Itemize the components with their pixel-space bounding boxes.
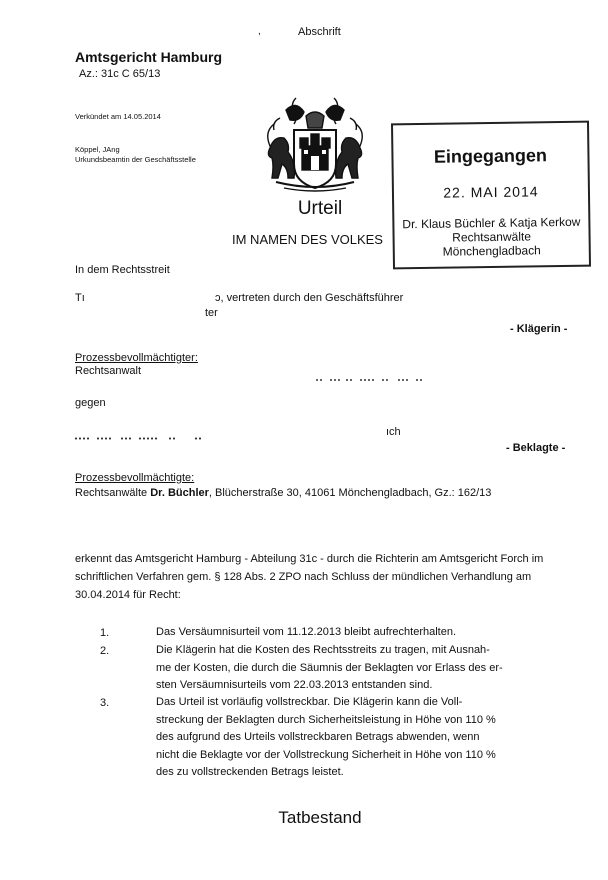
plaintiff-representation: ɔ, vertreten durch den Geschäftsführer	[215, 292, 404, 304]
copy-label: Abschrift	[298, 26, 341, 38]
ruling-intro-line-1: erkennt das Amtsgericht Hamburg - Abteilung 31c - durch die Richterin am Amtsgericht Forch im	[75, 553, 544, 565]
ruling-item-1	[156, 624, 536, 642]
ruling-item-3	[156, 694, 536, 782]
defendant-fragment: ıch	[386, 426, 401, 438]
ruling-item-line: Das Urteil ist vorläufig vollstreckbar. Die Klägerin kann die Voll-	[156, 696, 463, 708]
clerk-role: Urkundsbeamtin der Geschäftsstelle	[75, 155, 196, 164]
verdict-subtitle: IM NAMEN DES VOLKES	[232, 232, 383, 247]
speck-mark: ,	[258, 26, 261, 37]
ruling-item-line: Das Versäumnisurteil vom 11.12.2013 bleibt aufrechterhalten.	[156, 626, 457, 638]
case-intro: In dem Rechtsstreit	[75, 264, 170, 276]
stamp-firm-name: Dr. Klaus Büchler & Katja Kerkow	[402, 214, 581, 232]
ruling-item-2-number: 2.	[100, 645, 110, 657]
defendant-counsel-address: , Blücherstraße 30, 41061 Mönchengladbach, Gz.: 162/13	[208, 487, 492, 499]
defendant-role: - Beklagte -	[506, 442, 566, 454]
ruling-intro	[75, 550, 575, 604]
ruling-item-line: nicht die Beklagte vor der Vollstreckung Sicherheit in Höhe von 110 %	[156, 748, 496, 761]
stamp-date: 22. MAI 2014	[443, 183, 539, 201]
court-name: Amtsgericht Hamburg	[75, 49, 223, 65]
ruling-item-line: streckung der Beklagten durch Sicherheitsleistung in Höhe von 110 %	[156, 713, 496, 726]
ruling-item-line: des aufgrund des Urteils vollstreckbaren Betrags abwenden, wenn	[156, 731, 480, 744]
verdict-title: Urteil	[297, 198, 343, 219]
defendant-counsel-name: Dr. Büchler	[150, 487, 209, 499]
ruling-item-1-number: 1.	[100, 627, 110, 639]
ruling-item-3-number: 3.	[100, 697, 110, 709]
plaintiff-counsel-label: Prozessbevollmächtigter:	[75, 352, 198, 364]
defendant-counsel-label: Prozessbevollmächtigte:	[75, 472, 195, 484]
clerk-name: Köppel, JAng	[75, 145, 120, 154]
ruling-item-line: Die Klägerin hat die Kosten des Rechtsstreits zu tragen, mit Ausnah-	[156, 644, 490, 656]
plaintiff-counsel: Rechtsanwalt	[75, 365, 142, 377]
stamp-firm	[394, 215, 589, 260]
defendant-counsel-prefix: Rechtsanwälte	[75, 487, 151, 499]
ruling-intro-line-2: schriftlichen Verfahren gem. § 128 Abs. 2 ZPO nach Schluss der mündlichen Verhandlung am	[75, 571, 532, 583]
hamburg-coat-of-arms-icon	[256, 90, 374, 194]
ruling-item-line: des zu vollstreckenden Betrags leistet.	[156, 766, 344, 779]
ruling-item-line: sten Versäumnisurteils vom 22.03.2013 entstanden sind.	[156, 679, 433, 692]
against-label: gegen	[75, 397, 106, 409]
plaintiff-name-start: Tı	[75, 292, 85, 304]
plaintiff-address-fragment: ter	[205, 307, 218, 319]
file-number: Az.: 31c C 65/13	[79, 68, 161, 80]
stamp-received-label: Eingegangen	[433, 145, 548, 167]
received-stamp	[391, 121, 591, 270]
redacted-remnant-defendant	[75, 428, 205, 433]
ruling-item-2	[156, 642, 536, 695]
announcement-date: Verkündet am 14.05.2014	[75, 112, 161, 121]
plaintiff-role: - Klägerin -	[510, 323, 568, 335]
stamp-city: Mönchengladbach	[442, 243, 541, 259]
redacted-remnant	[316, 369, 426, 373]
section-heading-tatbestand: Tatbestand	[278, 808, 362, 827]
ruling-intro-line-3: 30.04.2014 für Recht:	[75, 589, 181, 601]
defendant-counsel	[75, 487, 491, 499]
ruling-item-line: me der Kosten, die durch die Säumnis der Beklagten vor Erlass des er-	[156, 661, 503, 674]
stamp-firm-type: Rechtsanwälte	[452, 229, 532, 245]
